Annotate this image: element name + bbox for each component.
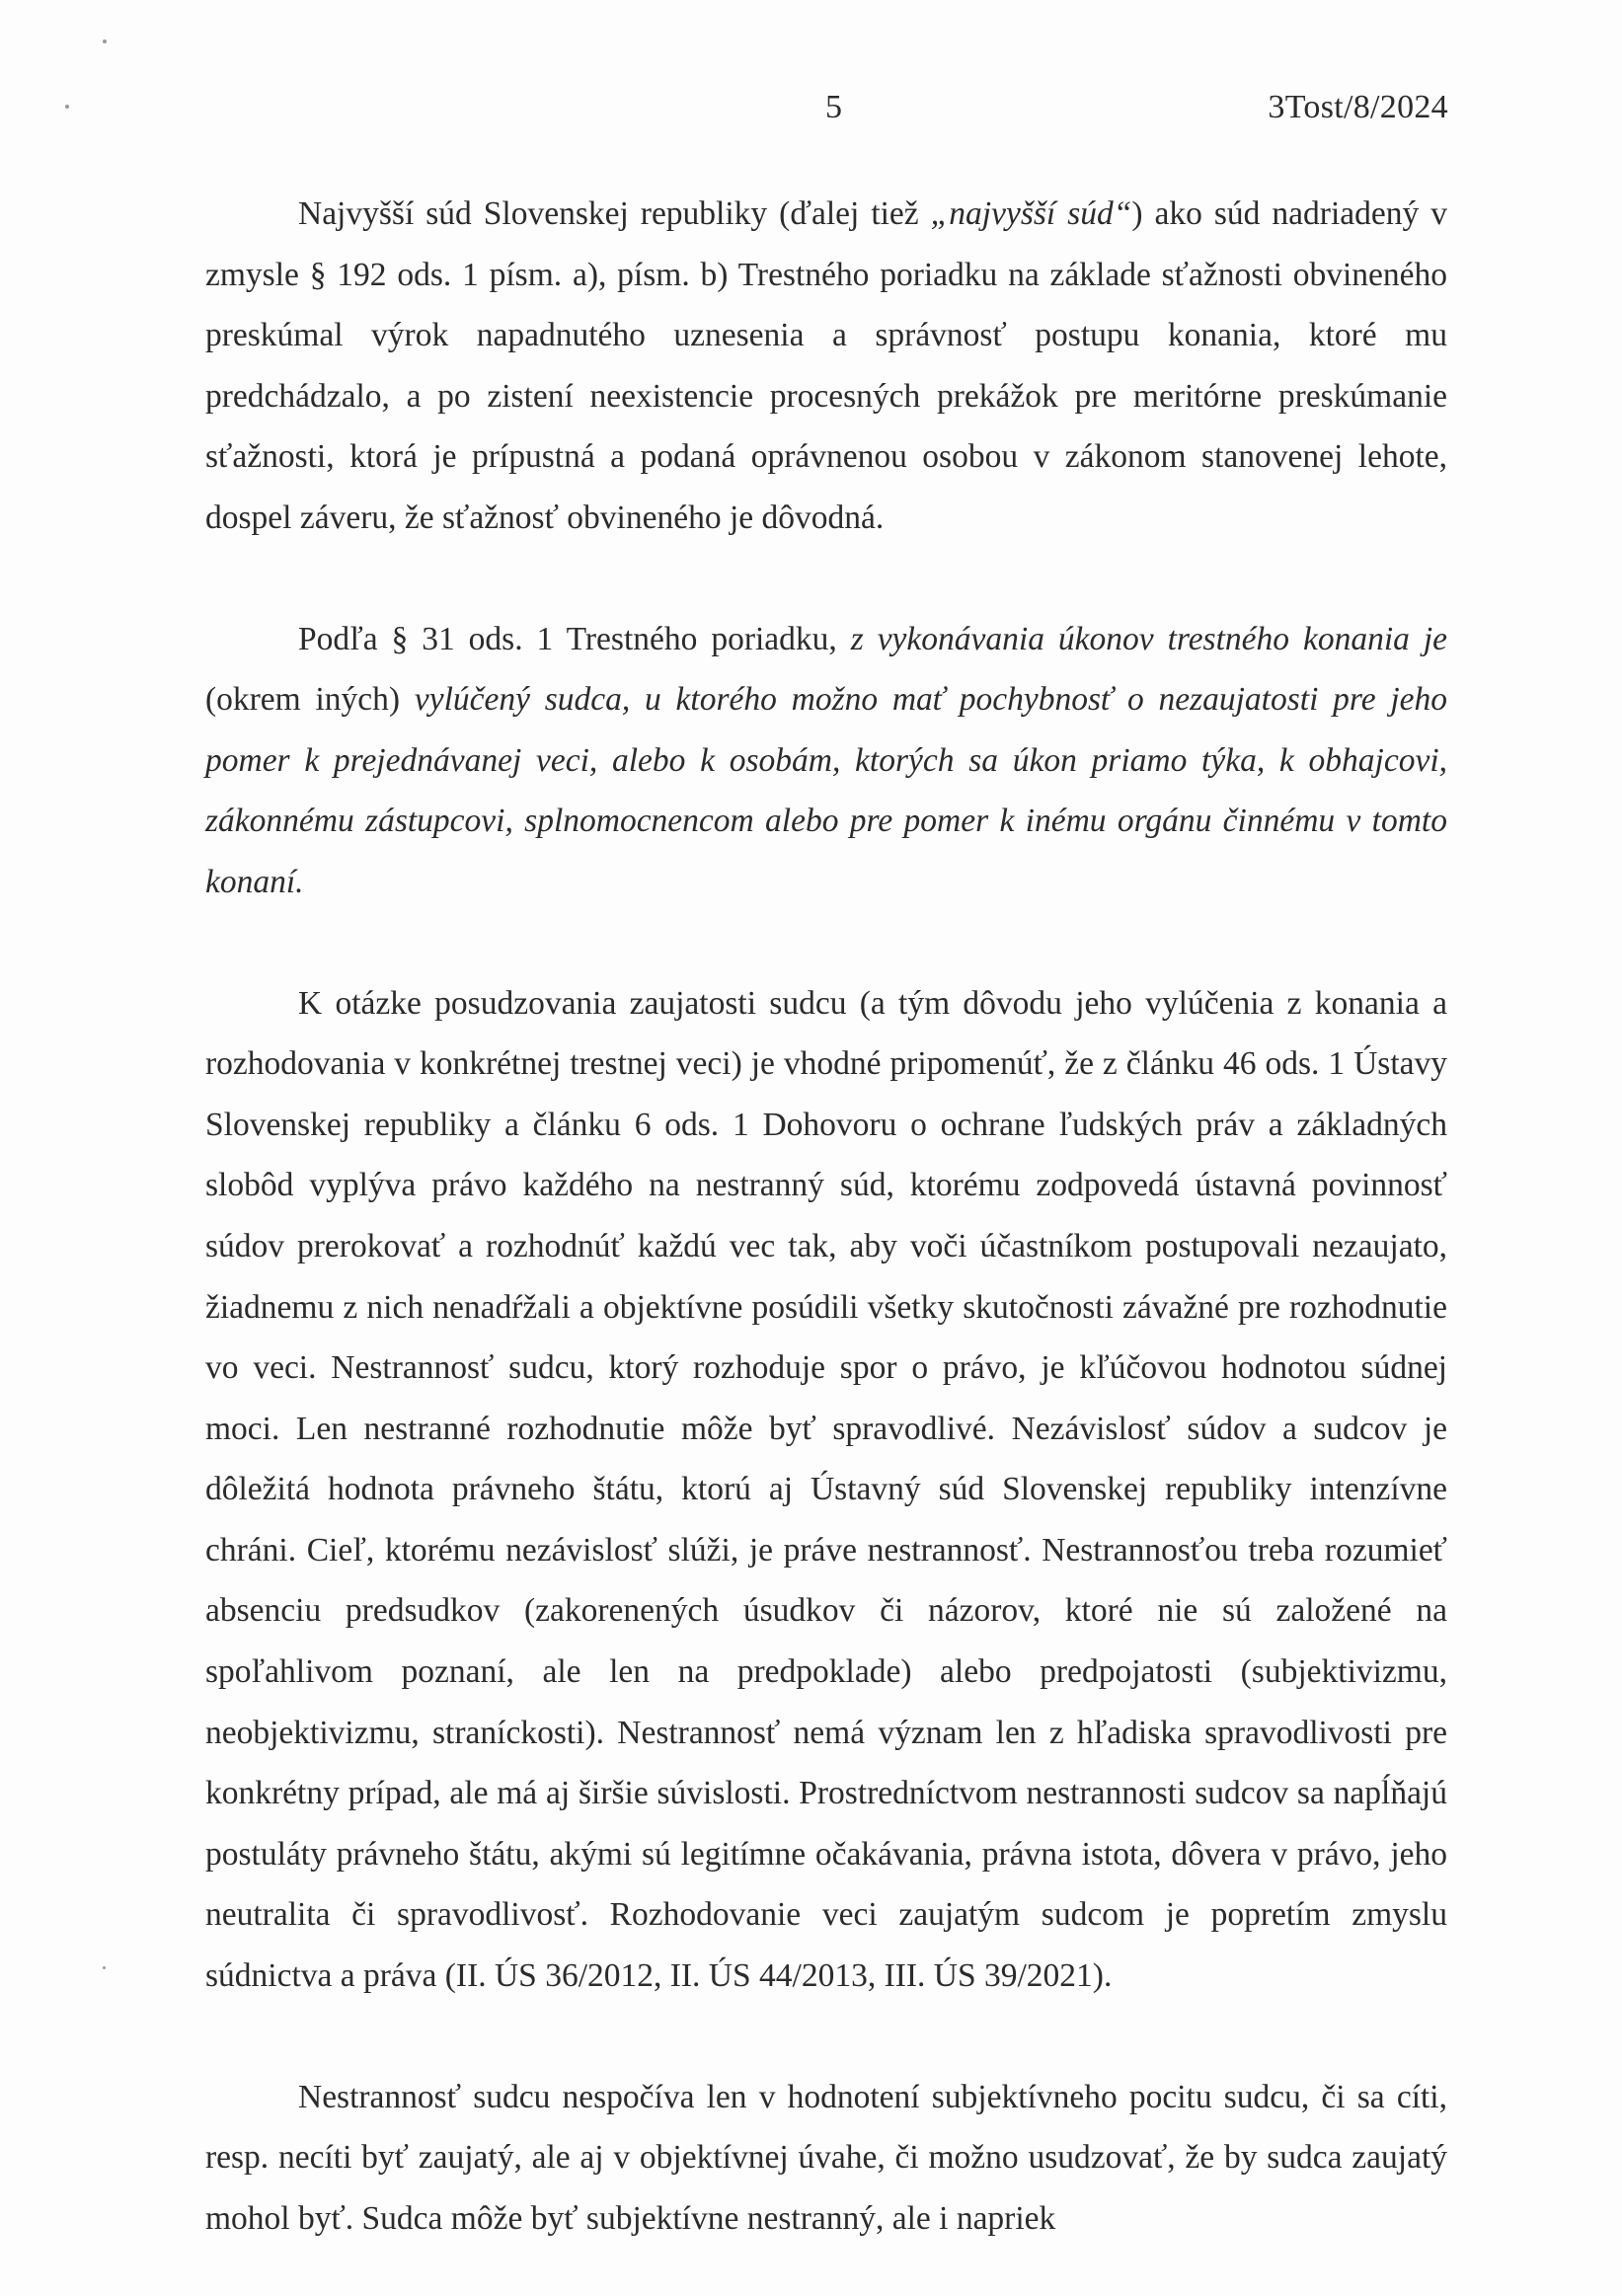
paragraph-objective-test (205, 2067, 1447, 2250)
text-segment: ) ako súd nadriadený v zmysle § 192 ods. 1 písm. a), písm. b) Trestného poriadku na základe sťažnosti obvineného preskúmal výrok napadnutého uznesenia a správnosť postupu konania, ktoré mu predchádzalo, a po zistení neexistencie procesných prekážok pre meritórne preskúmanie sťažnosti, ktorá je prípustná a podaná oprávnenou osobou v zákonom stanovenej lehote, dospel záveru, že sťažnosť obvineného je dôvodná. (205, 195, 1447, 536)
text-segment-italic: z vykonávania úkonov trestného konania je (850, 620, 1447, 657)
case-number: 3Tost/8/2024 (1268, 89, 1448, 125)
paragraph-court-review (205, 184, 1447, 549)
text-segment-italic: „najvyšší súd“ (930, 195, 1132, 232)
paragraph-impartiality-analysis (205, 973, 1447, 2007)
paragraph-legal-provision (205, 609, 1447, 913)
document-body (205, 184, 1447, 2249)
text-segment: Nestrannosť sudcu nespočíva len v hodnotení subjektívneho pocitu sudcu, či sa cíti, resp. necíti byť zaujatý, ale aj v objektívnej úvahe, či možno usudzovať, že by sudca zaujatý mohol byť. Sudca môže byť subjektívne nestranný, ale i napriek (205, 2078, 1447, 2237)
text-segment: Najvyšší súd Slovenskej republiky (ďalej tiež (298, 195, 931, 232)
page-header (0, 83, 1622, 132)
text-segment-italic: vylúčený sudca, u ktorého možno mať pochybnosť o nezaujatosti pre jeho pomer k prejednávanej veci, alebo k osobám, ktorých sa úkon priamo týka, k obhajcovi, zákonnému zástupcovi, splnomocnencom alebo pre pomer k inému orgánu činnému v tomto konaní. (205, 681, 1447, 900)
text-segment: Podľa § 31 ods. 1 Trestného poriadku, (298, 620, 851, 657)
text-segment: K otázke posudzovania zaujatosti sudcu (a tým dôvodu jeho vylúčenia z konania a rozhodovania v konkrétnej trestnej veci) je vhodné pripomenúť, že z článku 46 ods. 1 Ústavy Slovenskej republiky a článku 6 ods. 1 Dohovoru o ochrane ľudských práv a základných slobôd vyplýva právo každého na nestranný súd, ktorému zodpovedá ústavná povinnosť súdov prerokovať a rozhodnúť každú vec tak, aby voči účastníkom postupovali nezaujato, žiadnemu z nich nenadŕžali a objektívne posúdili všetky skutočnosti závažné pre rozhodnutie vo veci. Nestrannosť sudcu, ktorý rozhoduje spor o právo, je kľúčovou hodnotou súdnej moci. Len nestranné rozhodnutie môže byť spravodlivé. Nezávislosť súdov a sudcov je dôležitá hodnota právneho štátu, ktorú aj Ústavný súd Slovenskej republiky intenzívne chráni. Cieľ, ktorému nezávislosť slúži, je práve nestrannosť. Nestrannosťou treba rozumieť absenciu predsudkov (zakorenených úsudkov či názorov, ktoré nie sú založené na spoľahlivom poznaní, ale len na predpoklade) alebo predpojatosti (subjektivizmu, neobjektivizmu, straníckosti). Nestrannosť nemá význam len z hľadiska spravodlivosti pre konkrétny prípad, ale má aj širšie súvislosti. Prostredníctvom nestrannosti sudcov sa napĺňajú postuláty právneho štátu, akými sú legitímne očakávania, právna istota, dôvera v právo, jeho neutralita či spravodlivosť. Rozhodovanie veci zaujatým sudcom je popretím zmyslu súdnictva a práva (II. ÚS 36/2012, II. ÚS 44/2013, III. ÚS 39/2021). (205, 984, 1447, 1995)
text-segment: (okrem iných) (205, 681, 415, 719)
scan-speck (103, 1966, 106, 1969)
scan-speck (103, 39, 107, 43)
page-number: 5 (825, 89, 842, 125)
